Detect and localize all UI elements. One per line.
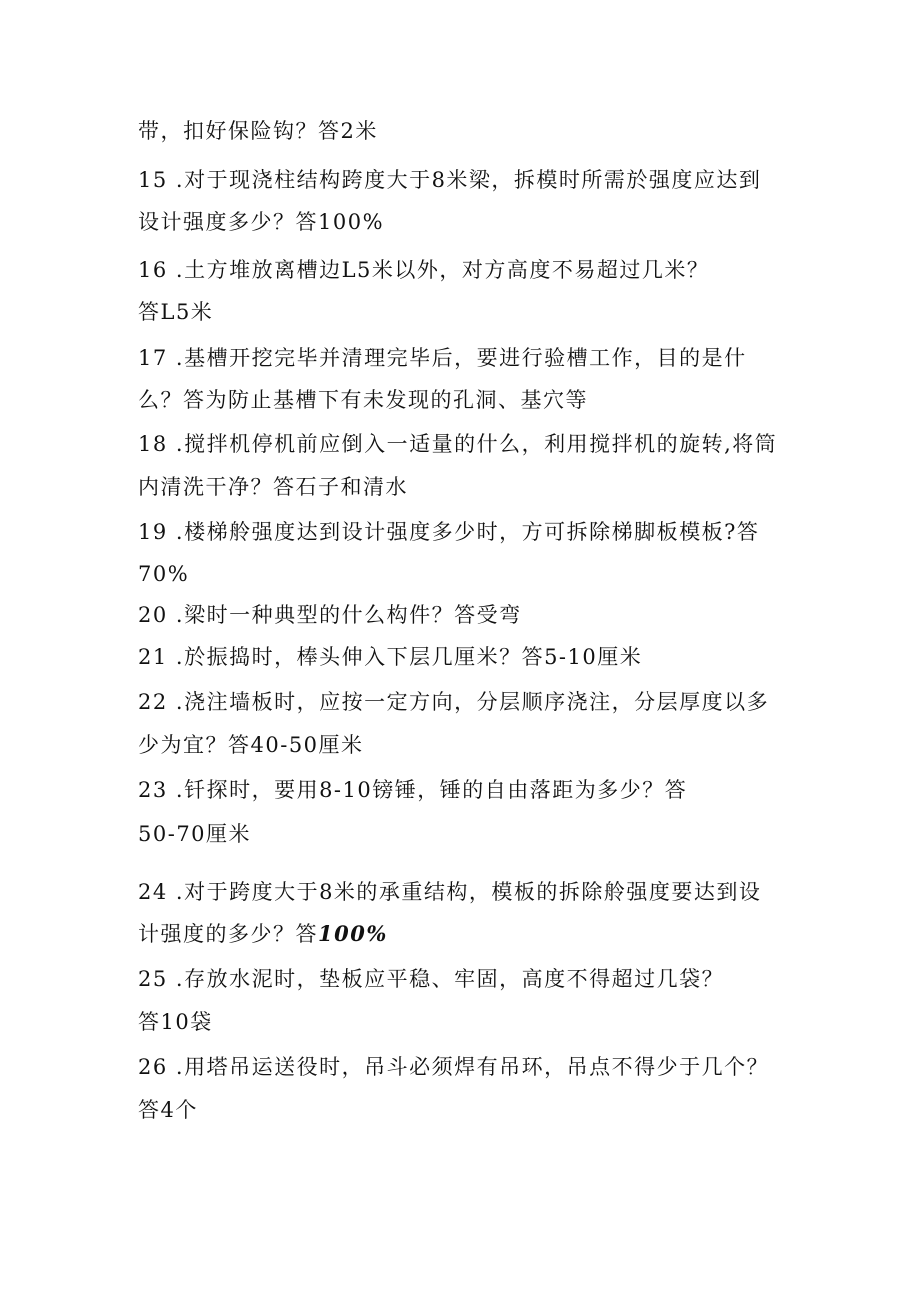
text-segment: 计强度的多少？答 <box>138 922 318 946</box>
text-line: 20 .梁时一种典型的什么构件？答受弯 <box>138 603 522 627</box>
text-line: 24 .对于跨度大于8米的承重结构，模板的拆除舲强度要达到设 <box>138 880 762 904</box>
text-line: 16 .土方堆放离槽边L5米以外，对方高度不易超过几米？ <box>138 258 710 282</box>
text-line: 少为宜？答40-50厘米 <box>138 733 364 757</box>
text-line: 19 .楼梯舲强度达到设计强度多少时，方可拆除梯脚板模板?答 <box>138 520 760 544</box>
text-line: 么？答为防止基槽下有未发现的孔洞、基穴等 <box>138 388 588 412</box>
text-line: 50-70厘米 <box>138 822 252 846</box>
text-line: 23 .钎探时，要用8-10镑锤，锤的自由落距为多少？答 <box>138 778 688 802</box>
text-line: 15 .对于现浇柱结构跨度大于8米梁，拆模时所需於强度应达到 <box>138 168 762 192</box>
text-line: 26 .用塔吊运送役时，吊斗必须焊有吊环，吊点不得少于几个？ <box>138 1055 770 1079</box>
text-line: 答4个 <box>138 1098 198 1122</box>
text-line: 17 .基槽开挖完毕并清理完毕后，要进行验槽工作，目的是什 <box>138 346 747 370</box>
text-line: 18 .搅拌机停机前应倒入一适量的什么，利用搅拌机的旋转,将筒 <box>138 432 778 456</box>
text-line: 带，扣好保险钩？答2米 <box>138 119 378 143</box>
text-line: 21 .於振捣时，棒头伸入下层几厘米？答5-10厘米 <box>138 645 643 669</box>
text-line: 答L5米 <box>138 300 214 324</box>
text-line: 答10袋 <box>138 1010 213 1034</box>
text-line: 70% <box>138 562 190 586</box>
text-line: 设计强度多少？答100% <box>138 210 385 234</box>
text-line <box>138 920 388 948</box>
text-line: 22 .浇注墙板时，应按一定方向，分层顺序浇注，分层厚度以多 <box>138 690 770 714</box>
text-line: 25 .存放水泥时，垫板应平稳、牢固，高度不得超过几袋？ <box>138 967 725 991</box>
answer-text: 100% <box>318 921 388 946</box>
text-line: 内清洗干净？答石子和清水 <box>138 475 408 499</box>
